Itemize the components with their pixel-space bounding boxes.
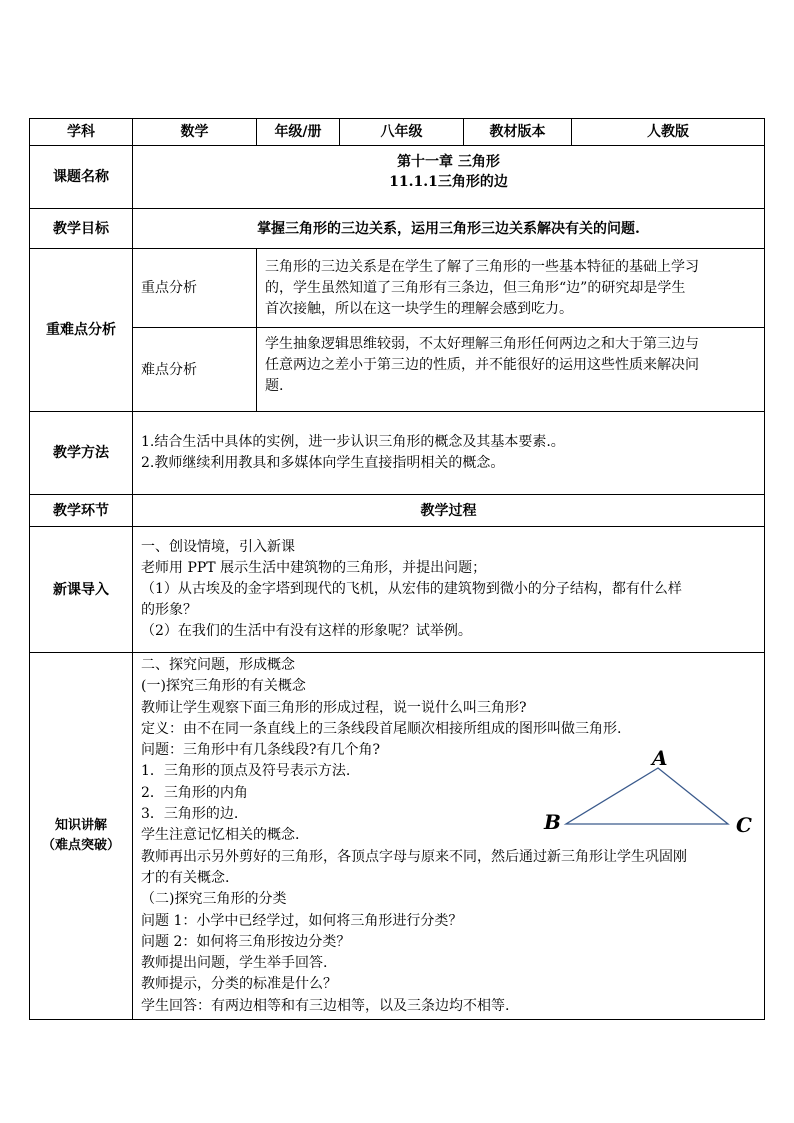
lecture-line: 1．三角形的顶点及符号表示方法.	[141, 763, 351, 780]
key-line: 首次接触，所以在这一块学生的理解会感到吃力。	[265, 300, 573, 317]
goal-label: 教学目标	[30, 209, 133, 249]
triangle-diagram	[540, 748, 760, 838]
grade-value: 八年级	[340, 119, 464, 146]
grade-label: 年级/册	[257, 119, 340, 146]
lecture-line: 3．三角形的边.	[141, 806, 239, 823]
lecture-line: 问题 2：如何将三角形按边分类？	[141, 933, 351, 950]
lecture-line: 二、探究问题，形成概念	[141, 657, 295, 673]
difficulty-analysis-label: 难点分析	[133, 328, 257, 412]
diff-line: 任意两边之差小于第三边的性质，并不能很好的运用这些性质来解决问	[265, 357, 699, 373]
lecture-label-line2: （难点突破）	[41, 838, 120, 854]
lecture-label-line1: 知识讲解	[54, 818, 107, 834]
edition-value: 人教版	[572, 119, 765, 146]
intro-line: 老师用 PPT 展示生活中建筑物的三角形，并提出问题；	[141, 560, 487, 576]
intro-label: 新课导入	[30, 527, 133, 653]
lecture-line: 2．三角形的内角	[141, 784, 248, 801]
vertex-b-label: B	[544, 810, 561, 834]
triangle-svg	[540, 748, 760, 838]
lecture-line: 教师再出示另外剪好的三角形，各顶点字母与原来不同，然后通过新三角形让学生巩固刚	[141, 848, 687, 865]
intro-line: （1）从古埃及的金字塔到现代的飞机，从宏伟的建筑物到微小的分子结构，都有什么样	[141, 581, 682, 597]
diff-line: 题.	[265, 378, 284, 394]
method-label: 教学方法	[30, 412, 133, 495]
topic-chapter: 第十一章 三角形	[397, 154, 500, 170]
lecture-label	[30, 653, 133, 1020]
subject-value: 数学	[133, 119, 257, 146]
process-header-value: 教学过程	[133, 495, 765, 527]
lecture-line: 才的有关概念.	[141, 869, 230, 886]
lecture-line: (一)探究三角形的有关概念	[141, 678, 306, 695]
intro-text	[133, 527, 765, 653]
key-line: 三角形的三边关系是在学生了解了三角形的一些基本特征的基础上学习	[265, 258, 699, 275]
key-line: 的，学生虽然知道了三角形有三条边，但三角形“边”的研究却是学生	[265, 279, 686, 296]
lecture-line: 教师提示，分类的标准是什么？	[141, 976, 337, 993]
intro-line: （2）在我们的生活中有没有这样的形象呢？试举例。	[141, 623, 472, 639]
method-line: 1.结合生活中具体的实例，进一步认识三角形的概念及其基本要素.。	[141, 434, 565, 450]
lecture-line: 教师提出问题，学生举手回答.	[141, 955, 328, 972]
topic-section: 11.1.1三角形的边	[389, 174, 508, 190]
subject-label: 学科	[30, 119, 133, 146]
method-line: 2.教师继续利用教具和多媒体向学生直接指明相关的概念。	[141, 455, 505, 471]
method-text	[133, 412, 765, 495]
analysis-label: 重难点分析	[30, 249, 133, 412]
process-header-label: 教学环节	[30, 495, 133, 527]
difficulty-analysis-text	[257, 328, 765, 412]
vertex-a-label: A	[652, 746, 668, 770]
topic-label: 课题名称	[30, 146, 133, 209]
intro-line: 的形象？	[141, 602, 197, 618]
key-analysis-label: 重点分析	[133, 249, 257, 328]
lecture-line: 定义：由不在同一条直线上的三条线段首尾顺次相接所组成的图形叫做三角形.	[141, 720, 622, 737]
lecture-line: 问题 1：小学中已经学过，如何将三角形进行分类？	[141, 912, 463, 929]
topic-value	[133, 146, 765, 209]
lecture-line: 教师让学生观察下面三角形的形成过程，说一说什么叫三角形?	[141, 699, 527, 716]
vertex-c-label: C	[736, 813, 752, 837]
lesson-plan-table	[29, 118, 765, 1020]
lecture-line: 学生注意记忆相关的概念.	[141, 827, 300, 844]
lecture-line: （二)探究三角形的分类	[141, 891, 287, 908]
key-analysis-text	[257, 249, 765, 328]
goal-text: 掌握三角形的三边关系，运用三角形三边关系解决有关的问题.	[133, 209, 765, 249]
triangle-shape	[566, 768, 728, 824]
lecture-line: 问题：三角形中有几条线段?有几个角?	[141, 742, 381, 759]
edition-label: 教材版本	[464, 119, 572, 146]
lecture-line: 学生回答：有两边相等和有三边相等，以及三条边均不相等.	[141, 997, 510, 1014]
diff-line: 学生抽象逻辑思维较弱，不太好理解三角形任何两边之和大于第三边与	[265, 336, 699, 352]
intro-line: 一、创设情境，引入新课	[141, 539, 295, 555]
